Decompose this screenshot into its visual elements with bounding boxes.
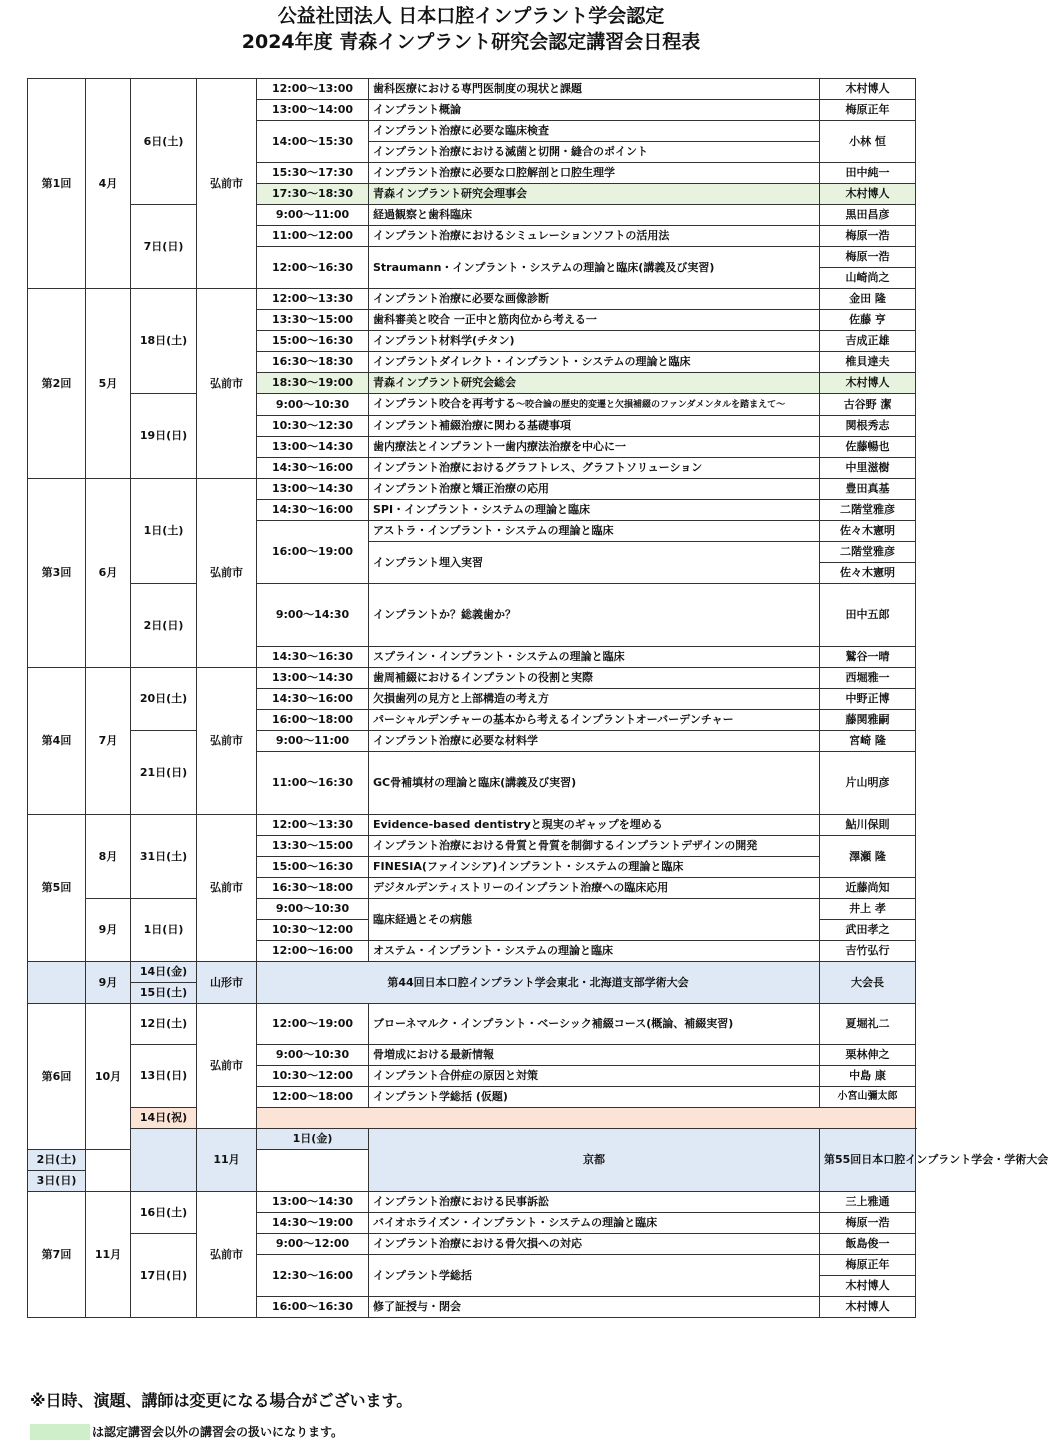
topic-cell: 歯内療法とインプラント一歯内療法治療を中心に一	[369, 437, 820, 458]
time-cell: 18:30～19:00	[257, 373, 369, 394]
time-cell: 16:00～19:00	[257, 521, 369, 584]
month-cell: 11月	[86, 1192, 131, 1318]
day-cell: 18日(土)	[131, 289, 197, 394]
topic-cell: インプラント治療における滅菌と切開・縫合のポイント	[369, 142, 820, 163]
day-cell: 19日(日)	[131, 394, 197, 479]
time-cell: 10:30～12:00	[257, 920, 369, 941]
topic-cell: バイオホライズン・インプラント・システムの理論と臨床	[369, 1213, 820, 1234]
day-cell: 20日(土)	[131, 668, 197, 731]
lecturer-cell: 片山明彦	[820, 752, 916, 815]
legend-text: は認定講習会以外の講習会の扱いになります。	[92, 1425, 344, 1439]
lecturer-cell: 澤瀬 隆	[820, 836, 916, 878]
lecturer-cell: 西堀雅一	[820, 668, 916, 689]
holiday-cell	[257, 1108, 916, 1129]
topic-cell: インプラント治療に必要な画像診断	[369, 289, 820, 310]
topic-cell: インプラント治療に必要な材料学	[369, 731, 820, 752]
lecturer-cell: 梅原正年	[820, 100, 916, 121]
change-notice: ※日時、演題、講師は変更になる場合がございます。	[30, 1391, 413, 1410]
lecturer-cell: 佐藤 亨	[820, 310, 916, 331]
topic-cell: インプラント材料学(チタン)	[369, 331, 820, 352]
lecturer-cell: 田中純一	[820, 163, 916, 184]
page-subtitle: 2024年度 青森インプラント研究会認定講習会日程表	[241, 31, 701, 53]
time-cell: 13:00～14:00	[257, 100, 369, 121]
lecturer-cell: 鷲谷一晴	[820, 647, 916, 668]
topic-cell: 歯周補綴におけるインプラントの役割と実際	[369, 668, 820, 689]
topic-cell: インプラント埋入実習	[369, 542, 820, 584]
lecturer-cell: 黒田昌彦	[820, 205, 916, 226]
time-cell: 12:00～16:00	[257, 941, 369, 962]
time-cell: 15:00～16:30	[257, 331, 369, 352]
topic-cell: インプラント治療と矯正治療の応用	[369, 479, 820, 500]
topic-cell: Straumann・インプラント・システムの理論と臨床(講義及び実習)	[369, 247, 820, 289]
lecturer-cell: 三上雅通	[820, 1192, 916, 1213]
topic-cell	[369, 394, 820, 416]
time-cell: 14:30～19:00	[257, 1213, 369, 1234]
time-cell: 12:00～16:30	[257, 247, 369, 289]
topic-cell: インプラント治療に必要な口腔解剖と口腔生理学	[369, 163, 820, 184]
topic-cell: インプラント治療における骨欠損への対応	[369, 1234, 820, 1255]
time-cell: 12:00～18:00	[257, 1087, 369, 1108]
month-cell: 9月	[86, 899, 131, 962]
day-cell: 1日(日)	[131, 899, 197, 962]
time-cell: 12:00～19:00	[257, 1004, 369, 1045]
time-cell: 16:00～18:00	[257, 710, 369, 731]
topic-cell: インプラント学総括 (仮題)	[369, 1087, 820, 1108]
topic-cell: FINESIA(ファインシア)インプラント・システムの理論と臨床	[369, 857, 820, 878]
session-cell: 第1回	[28, 79, 86, 289]
month-cell: 8月	[86, 815, 131, 899]
day-cell: 7日(日)	[131, 205, 197, 289]
time-cell: 14:30～16:00	[257, 689, 369, 710]
time-cell: 9:00～12:00	[257, 1234, 369, 1255]
day-cell: 13日(日)	[131, 1045, 197, 1108]
time-cell: 12:00～13:30	[257, 289, 369, 310]
time-cell: 15:30～17:30	[257, 163, 369, 184]
topic-cell: インプラント治療におけるグラフトレス、グラフトソリューション	[369, 458, 820, 479]
lecturer-cell: 飯島俊一	[820, 1234, 916, 1255]
session-cell: 第6回	[28, 1004, 86, 1150]
lecturer-cell: 梅原一浩	[820, 226, 916, 247]
lecturer-cell: 豊田真基	[820, 479, 916, 500]
time-cell: 9:00～11:00	[257, 205, 369, 226]
lecturer-cell: 金田 隆	[820, 289, 916, 310]
topic-cell: 修了証授与・閉会	[369, 1297, 820, 1318]
session-cell: 第5回	[28, 815, 86, 962]
lecturer-cell: 武田孝之	[820, 920, 916, 941]
session-cell: 第3回	[28, 479, 86, 668]
topic-cell: 歯科医療における専門医制度の現状と課題	[369, 79, 820, 100]
place-cell: 弘前市	[197, 289, 257, 479]
day-cell: 1日(金)	[257, 1129, 369, 1150]
time-cell: 14:30～16:00	[257, 458, 369, 479]
place-cell: 弘前市	[197, 1192, 257, 1318]
topic-cell: アストラ・インプラント・システムの理論と臨床	[369, 521, 820, 542]
time-cell: 13:00～14:30	[257, 1192, 369, 1213]
day-cell: 2日(土)	[28, 1150, 86, 1171]
lecturer-cell: 佐藤暢也	[820, 437, 916, 458]
place-cell: 京都	[369, 1129, 820, 1192]
time-cell: 9:00～14:30	[257, 584, 369, 647]
event-cell: 第44回日本口腔インプラント学会東北・北海道支部学術大会	[257, 962, 820, 1004]
lecturer-cell: 二階堂雅彦	[820, 542, 916, 563]
place-cell: 山形市	[197, 962, 257, 1004]
month-cell: 10月	[86, 1004, 131, 1150]
topic-cell: インプラント補綴治療に関わる基礎事項	[369, 416, 820, 437]
day-cell: 21日(日)	[131, 731, 197, 815]
lecturer-cell: 古谷野 潔	[820, 394, 916, 416]
place-cell: 弘前市	[197, 79, 257, 289]
time-cell: 12:00～13:30	[257, 815, 369, 836]
topic-cell: デジタルデンティストリーのインプラント治療への臨床応用	[369, 878, 820, 899]
topic-cell: インプラント治療におけるシミュレーションソフトの活用法	[369, 226, 820, 247]
lecturer-cell: 木村博人	[820, 373, 916, 394]
lecturer-cell: 関根秀志	[820, 416, 916, 437]
time-cell: 15:00～16:30	[257, 857, 369, 878]
place-cell: 弘前市	[197, 668, 257, 815]
page-title: 公益社団法人 日本口腔インプラント学会認定	[277, 5, 665, 27]
lecturer-cell: 佐々木憲明	[820, 563, 916, 584]
time-cell: 13:00～14:30	[257, 479, 369, 500]
topic-cell: インプラント概論	[369, 100, 820, 121]
lecturer-cell: 山崎尚之	[820, 268, 916, 289]
month-cell: 11月	[197, 1129, 257, 1192]
topic-cell: 臨床経過とその病態	[369, 899, 820, 941]
day-cell: 6日(土)	[131, 79, 197, 205]
lecturer-cell: 木村博人	[820, 1276, 916, 1297]
month-cell: 4月	[86, 79, 131, 289]
topic-cell: SPI・インプラント・システムの理論と臨床	[369, 500, 820, 521]
lecturer-cell: 中島 康	[820, 1066, 916, 1087]
session-cell: 第4回	[28, 668, 86, 815]
lecturer-cell: 吉竹弘行	[820, 941, 916, 962]
time-cell: 13:30～15:00	[257, 310, 369, 331]
topic-cell: スプライン・インプラント・システムの理論と臨床	[369, 647, 820, 668]
time-cell: 12:30～16:00	[257, 1255, 369, 1297]
lecturer-cell: 田中五郎	[820, 584, 916, 647]
time-cell: 14:00～15:30	[257, 121, 369, 163]
month-cell: 7月	[86, 668, 131, 815]
topic-sub: ～咬合論の歴史的変遷と欠損補綴のファンダメンタルを踏まえて～	[516, 400, 786, 410]
day-cell: 17日(日)	[131, 1234, 197, 1318]
lecturer-cell: 中野正博	[820, 689, 916, 710]
lecturer-cell: 椎貝達夫	[820, 352, 916, 373]
time-cell: 10:30～12:00	[257, 1066, 369, 1087]
lecturer-cell: 二階堂雅彦	[820, 500, 916, 521]
time-cell: 9:00～10:30	[257, 899, 369, 920]
time-cell: 9:00～10:30	[257, 1045, 369, 1066]
lecturer-cell: 近藤尚知	[820, 878, 916, 899]
table-row	[28, 79, 916, 100]
place-cell: 弘前市	[197, 479, 257, 668]
topic-main: インプラント咬合を再考する	[373, 397, 516, 410]
topic-cell: ブローネマルク・インプラント・ベーシック補綴コース(概論、補綴実習)	[369, 1004, 820, 1045]
topic-cell: オステム・インプラント・システムの理論と臨床	[369, 941, 820, 962]
lecturer-cell: 木村博人	[820, 79, 916, 100]
schedule-table	[27, 78, 1048, 1318]
topic-cell: Evidence-based dentistryと現実のギャップを埋める	[369, 815, 820, 836]
session-cell: 第2回	[28, 289, 86, 479]
lecturer-cell: 大会長	[820, 962, 916, 1004]
lecturer-cell: 中里滋樹	[820, 458, 916, 479]
day-cell: 3日(日)	[28, 1171, 86, 1192]
holiday-day-cell: 14日(祝)	[131, 1108, 197, 1129]
day-cell: 16日(土)	[131, 1192, 197, 1234]
lecturer-cell: 小宮山彌太郎	[820, 1087, 916, 1108]
time-cell: 13:00～14:30	[257, 437, 369, 458]
month-cell: 6月	[86, 479, 131, 668]
session-cell: 第7回	[28, 1192, 86, 1318]
lecturer-cell: 鮎川保則	[820, 815, 916, 836]
time-cell: 14:30～16:00	[257, 500, 369, 521]
time-cell: 9:00～11:00	[257, 731, 369, 752]
topic-cell: GC骨補填材の理論と臨床(講義及び実習)	[369, 752, 820, 815]
time-cell: 17:30～18:30	[257, 184, 369, 205]
day-cell: 2日(日)	[131, 584, 197, 668]
time-cell: 11:00～16:30	[257, 752, 369, 815]
topic-cell: 骨増成における最新情報	[369, 1045, 820, 1066]
lecturer-cell: 小林 恒	[820, 121, 916, 163]
lecturer-cell: 宮崎 隆	[820, 731, 916, 752]
topic-cell: インプラントか？総義歯か？	[369, 584, 820, 647]
day-cell: 14日(金)	[131, 962, 197, 983]
topic-cell: インプラントダイレクト・インプラント・システムの理論と臨床	[369, 352, 820, 373]
event-cell: 第55回日本口腔インプラント学会・学術大会	[820, 1129, 916, 1192]
lecturer-cell: 藤関雅嗣	[820, 710, 916, 731]
lecturer-cell: 木村博人	[820, 184, 916, 205]
time-cell: 16:30～18:30	[257, 352, 369, 373]
time-cell: 14:30～16:30	[257, 647, 369, 668]
place-cell: 弘前市	[197, 1004, 257, 1129]
time-cell: 9:00～10:30	[257, 394, 369, 416]
place-cell: 弘前市	[197, 815, 257, 962]
lecturer-cell: 栗林伸之	[820, 1045, 916, 1066]
session-cell	[131, 1129, 197, 1192]
lecturer-cell: 夏堀礼二	[820, 1004, 916, 1045]
topic-cell: 青森インプラント研究会総会	[369, 373, 820, 394]
topic-cell: インプラント治療に必要な臨床検査	[369, 121, 820, 142]
time-cell: 16:00～16:30	[257, 1297, 369, 1318]
lecturer-cell: 井上 孝	[820, 899, 916, 920]
lecturer-cell: 佐々木憲明	[820, 521, 916, 542]
time-cell: 11:00～12:00	[257, 226, 369, 247]
time-cell: 13:30～15:00	[257, 836, 369, 857]
topic-cell: 欠損歯列の見方と上部構造の考え方	[369, 689, 820, 710]
session-cell	[28, 962, 86, 1004]
time-cell: 16:30～18:00	[257, 878, 369, 899]
lecturer-cell: 梅原一浩	[820, 1213, 916, 1234]
day-cell: 12日(土)	[131, 1004, 197, 1045]
lecturer-cell: 木村博人	[820, 1297, 916, 1318]
topic-cell: パーシャルデンチャーの基本から考えるインプラントオーバーデンチャー	[369, 710, 820, 731]
time-cell: 12:00～13:00	[257, 79, 369, 100]
topic-cell: 歯科審美と咬合 一正中と筋肉位から考える一	[369, 310, 820, 331]
legend-swatch	[30, 1424, 90, 1440]
topic-cell: インプラント合併症の原因と対策	[369, 1066, 820, 1087]
month-cell: 5月	[86, 289, 131, 479]
day-cell: 31日(土)	[131, 815, 197, 899]
lecturer-cell: 吉成正雄	[820, 331, 916, 352]
topic-cell: 経過観察と歯科臨床	[369, 205, 820, 226]
lecturer-cell: 梅原正年	[820, 1255, 916, 1276]
day-cell: 1日(土)	[131, 479, 197, 584]
topic-cell: インプラント学総括	[369, 1255, 820, 1297]
time-cell: 13:00～14:30	[257, 668, 369, 689]
day-cell: 15日(土)	[131, 983, 197, 1004]
time-cell: 10:30～12:30	[257, 416, 369, 437]
topic-cell: 青森インプラント研究会理事会	[369, 184, 820, 205]
lecturer-cell: 梅原一浩	[820, 247, 916, 268]
topic-cell: インプラント治療における民事訴訟	[369, 1192, 820, 1213]
month-cell: 9月	[86, 962, 131, 1004]
topic-cell: インプラント治療における骨質と骨質を制御するインプラントデザインの開発	[369, 836, 820, 857]
